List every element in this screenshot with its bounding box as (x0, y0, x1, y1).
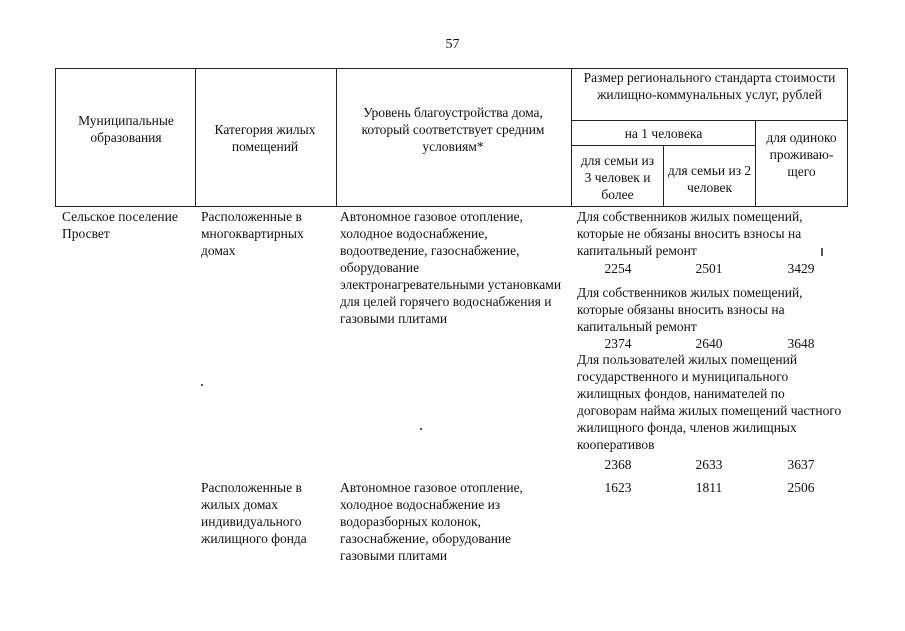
cell-comfort-level: Автономное газовое отопление, холодное водоснабжение, водоотведение, газоснабжение, оборудование электронагревательными установками для целей горячего водоснабжения и газовыми плитами (340, 209, 562, 326)
cell-comfort-level: Автономное газовое отопление, холодное водоснабжение из водоразборных колонок, газоснабжение, оборудование газовыми плитами (340, 480, 523, 563)
value-family3: 2254 (604, 261, 632, 276)
value-single: 2506 (787, 480, 815, 495)
value-single: 3429 (787, 261, 815, 276)
value-single: 3648 (787, 336, 815, 351)
page-number: 57 (445, 37, 460, 52)
header-comfort: Уровень благоустройства дома, который соответствует средним условиям* (361, 105, 545, 154)
header-municipality: Муниципальные образования (78, 113, 174, 145)
header-category: Категория жилых помещений (214, 122, 316, 154)
header-standard-group: Размер регионального стандарта стоимости жилищно-коммунальных услуг, рублей (583, 70, 836, 102)
value-family2: 1811 (695, 480, 723, 495)
header-family3: для семьи из 3 человек и более (580, 153, 655, 202)
value-family2: 2501 (695, 261, 723, 276)
scan-speck (420, 428, 422, 430)
scan-speck (821, 248, 823, 256)
header-per-person: на 1 человека (624, 126, 703, 141)
header-single: для одиноко проживаю-щего (766, 130, 837, 179)
value-family2: 2633 (695, 457, 723, 472)
cell-category: Расположенные в многоквартирных домах (201, 209, 304, 258)
value-family3: 1623 (604, 480, 632, 495)
group-label: Для собственников жилых помещений, которые не обязаны вносить взносы на капитальный ремонт (577, 209, 803, 258)
value-family2: 2640 (695, 336, 723, 351)
scan-speck (201, 384, 203, 386)
group-label: Для собственников жилых помещений, которые обязаны вносить взносы на капитальный ремонт (577, 285, 803, 334)
cell-municipality: Сельское поселение Просвет (62, 209, 178, 241)
value-family3: 2374 (604, 336, 632, 351)
cell-category: Расположенные в жилых домах индивидуального жилищного фонда (201, 480, 307, 546)
group-label: Для пользователей жилых помещений государственного и муниципального жилищных фондов, нанимателей по договорам найма жилых помещений частного жилищного фонда, членов жилищных кооперативов (577, 352, 842, 452)
value-single: 3637 (787, 457, 815, 472)
header-family2: для семьи из 2 человек (667, 163, 752, 195)
value-family3: 2368 (604, 457, 632, 472)
